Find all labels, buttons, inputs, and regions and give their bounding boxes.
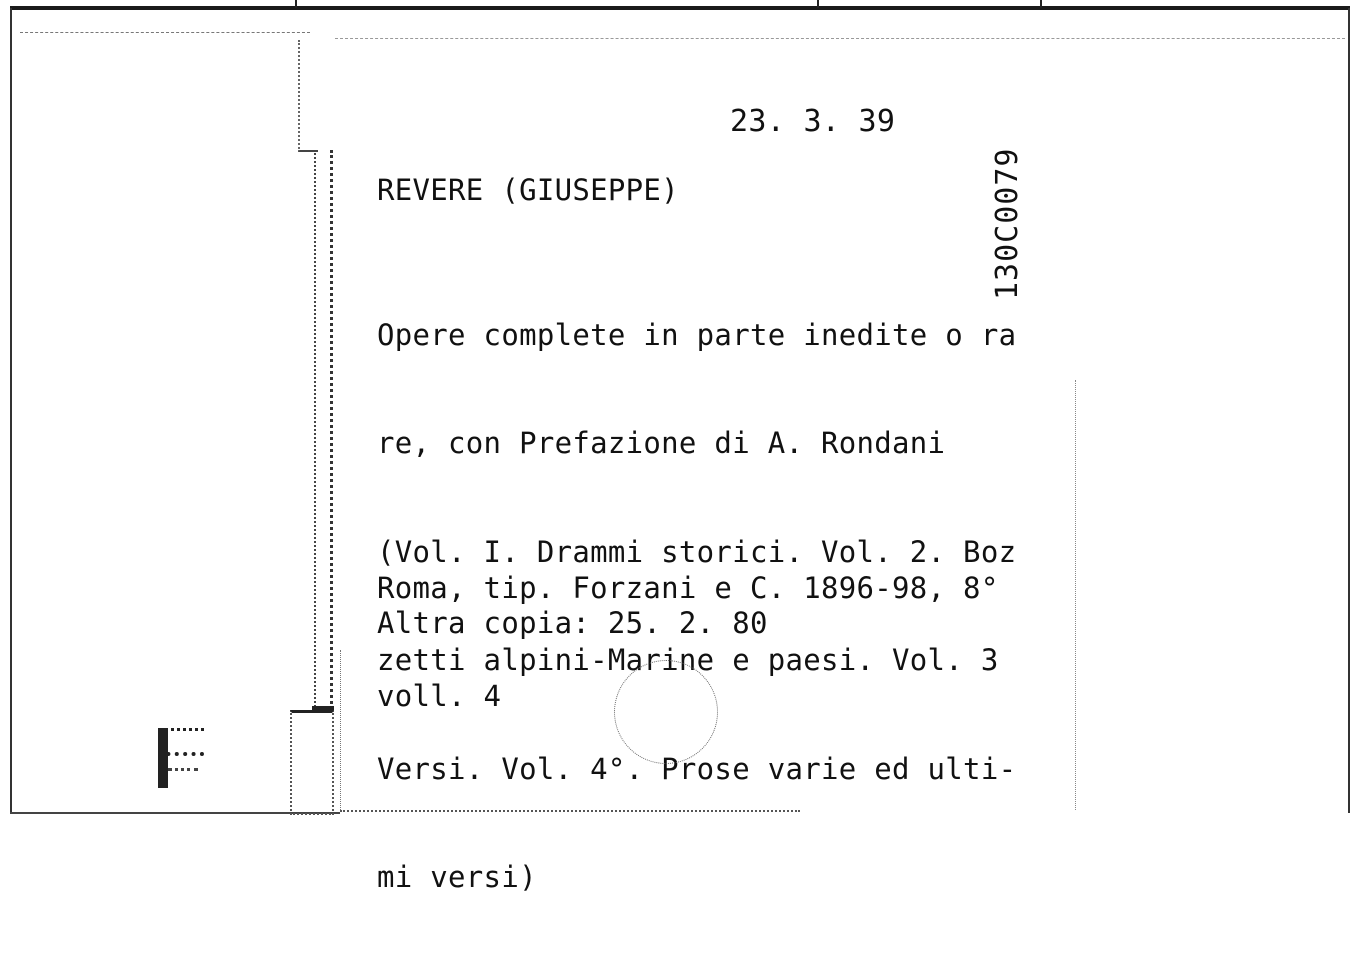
imprint-line: Roma, tip. Forzani e C. 1896-98, 8° — [377, 571, 999, 605]
circle-stamp — [614, 660, 718, 764]
binding-edge-bottom — [290, 710, 334, 815]
other-copy-note: Altra copia: 25. 2. 80 — [377, 606, 768, 640]
title-line: Opere complete in parte inedite o ra — [377, 318, 1017, 352]
author-heading: REVERE (GIUSEPPE) — [377, 173, 679, 207]
card-date: 23. 3. 39 — [730, 104, 896, 139]
card-left-border — [10, 8, 12, 813]
title-line: Versi. Vol. 4°. Prose varie ed ulti- — [377, 751, 1017, 786]
title-line: re, con Prefazione di A. Rondani — [377, 426, 946, 461]
corner-mark-icon — [158, 728, 204, 788]
title-line: zetti alpini-Marine e paesi. Vol. 3 — [377, 643, 999, 678]
card-top-tab — [295, 0, 819, 8]
binding-edge-top — [298, 40, 318, 152]
card-right-border — [1348, 8, 1350, 813]
binding-strip — [314, 150, 333, 710]
imprint-line: voll. 4 — [377, 679, 502, 713]
dashed-guide-line — [335, 38, 1345, 39]
card-top-tab-right — [1040, 0, 1342, 8]
title-line: mi versi) — [377, 859, 537, 894]
dashed-guide-line — [20, 32, 310, 33]
title-line: (Vol. I. Drammi storici. Vol. 2. Boz — [377, 534, 1017, 569]
dotted-margin-line — [340, 650, 341, 810]
dotted-margin-line — [1075, 380, 1076, 810]
shelf-number-stamp: 130C0079 — [990, 147, 1025, 300]
